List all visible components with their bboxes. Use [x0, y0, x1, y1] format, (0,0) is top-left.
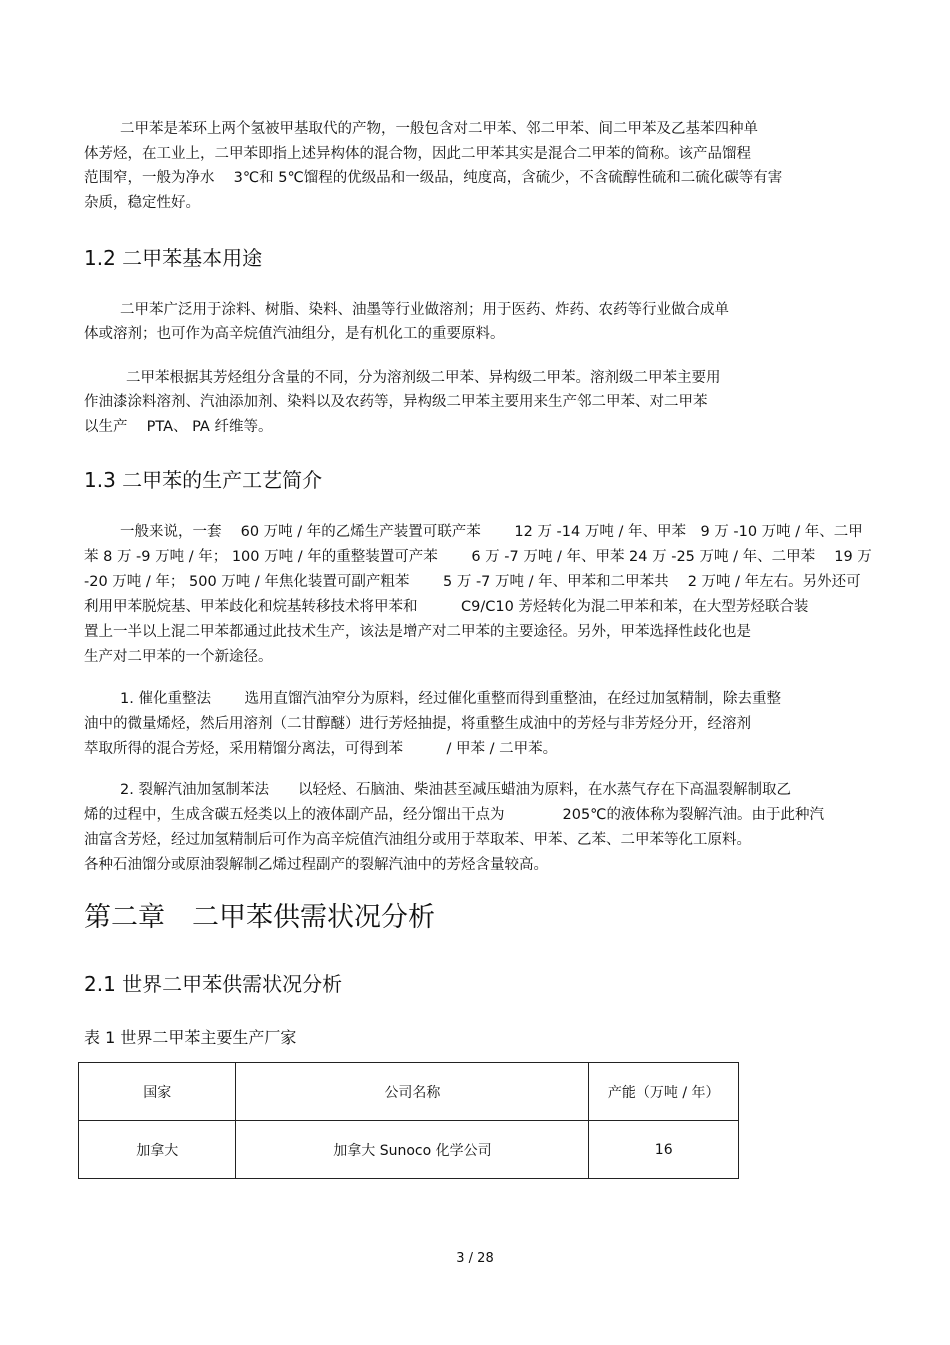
paragraph-catalytic-reforming-line-1: 1. 催化重整法 选用直馏汽油窄分为原料，经过催化重整而得到重整油，在经过加氢精制，除去重整 [120, 691, 782, 707]
producers-table [78, 1062, 739, 1179]
paragraph-production-line-6: 生产对二甲苯的一个新途径。 [84, 649, 273, 665]
paragraph-uses-line-1: 二甲苯广泛用于涂料、树脂、染料、油墨等行业做溶剂；用于医药、炸药、农药等行业做合成单 [120, 302, 729, 318]
paragraph-production-line-5: 置上一半以上混二甲苯都通过此技术生产，该法是增产对二甲苯的主要途径。另外，甲苯选择性歧化也是 [84, 624, 751, 640]
chapter-heading-2: 第二章 二甲苯供需状况分析 [84, 902, 435, 933]
paragraph-production-line-4: 利用甲苯脱烷基、甲苯歧化和烷基转移技术将甲苯和 C9/C10 芳烃转化为混二甲苯和苯，在大型芳烃联合装 [84, 599, 809, 615]
paragraph-pyrolysis-gasoline-line-3: 油富含芳烃，经过加氢精制后可作为高辛烷值汽油组分或用于萃取苯、甲苯、乙苯、二甲苯等化工原料。 [84, 832, 751, 848]
paragraph-grades-line-3: 以生产 PTA、 PA 纤维等。 [84, 419, 273, 435]
page-number: 3 / 28 [456, 1251, 494, 1266]
table-header-capacity: 产能（万吨 / 年） [589, 1063, 739, 1121]
paragraph-pyrolysis-gasoline-line-2: 烯的过程中，生成含碳五烃类以上的液体副产品，经分馏出干点为 205℃的液体称为裂解汽油。由于此种汽 [84, 807, 824, 823]
section-heading-1-2: 1.2 二甲苯基本用途 [84, 246, 263, 270]
section-heading-2-1: 2.1 世界二甲苯供需状况分析 [84, 972, 343, 996]
paragraph-pyrolysis-gasoline-line-4: 各种石油馏分或原油裂解制乙烯过程副产的裂解汽油中的芳烃含量较高。 [84, 857, 548, 873]
table-header-country: 国家 [79, 1063, 236, 1121]
table-cell-company: 加拿大 Sunoco 化学公司 [236, 1121, 589, 1179]
paragraph-catalytic-reforming-line-2: 油中的微量烯烃，然后用溶剂（二甘醇醚）进行芳烃抽提，将重整生成油中的芳烃与非芳烃分开，经溶剂 [84, 716, 751, 732]
paragraph-production-line-2: 苯 8 万 -9 万吨 / 年； 100 万吨 / 年的重整装置可产苯 6 万 -7 万吨 / 年、甲苯 24 万 -25 万吨 / 年、二甲苯 19 万 [84, 549, 872, 565]
paragraph-xylene-definition-line-4: 杂质，稳定性好。 [84, 195, 200, 211]
paragraph-xylene-definition-line-1: 二甲苯是苯环上两个氢被甲基取代的产物，一般包含对二甲苯、邻二甲苯、间二甲苯及乙基苯四种单 [120, 121, 758, 137]
paragraph-grades-line-2: 作油漆涂料溶剂、汽油添加剂、染料以及农药等，异构级二甲苯主要用来生产邻二甲苯、对二甲苯 [84, 394, 708, 410]
paragraph-pyrolysis-gasoline-line-1: 2. 裂解汽油加氢制苯法 以轻烃、石脑油、柴油甚至减压蜡油为原料，在水蒸气存在下高温裂解制取乙 [120, 782, 791, 798]
paragraph-catalytic-reforming-line-3: 萃取所得的混合芳烃，采用精馏分离法，可得到苯 / 甲苯 / 二甲苯。 [84, 741, 558, 757]
table-header-row [79, 1063, 739, 1121]
paragraph-xylene-definition-line-2: 体芳烃，在工业上，二甲苯即指上述异构体的混合物，因此二甲苯其实是混合二甲苯的简称。该产品馏程 [84, 146, 751, 162]
paragraph-uses-line-2: 体或溶剂；也可作为高辛烷值汽油组分，是有机化工的重要原料。 [84, 326, 505, 342]
section-heading-1-3: 1.3 二甲苯的生产工艺简介 [84, 468, 323, 492]
table-cell-capacity: 16 [589, 1121, 739, 1179]
table-caption: 表 1 世界二甲苯主要生产厂家 [84, 1028, 297, 1047]
paragraph-production-line-1: 一般来说，一套 60 万吨 / 年的乙烯生产装置可联产苯 12 万 -14 万吨 / 年、甲苯 9 万 -10 万吨 / 年、二甲 [120, 524, 863, 540]
table-cell-country: 加拿大 [79, 1121, 236, 1179]
table-row [79, 1121, 739, 1179]
paragraph-production-line-3: -20 万吨 / 年； 500 万吨 / 年焦化装置可副产粗苯 5 万 -7 万吨 / 年、甲苯和二甲苯共 2 万吨 / 年左右。另外还可 [84, 574, 861, 590]
table-header-company: 公司名称 [236, 1063, 589, 1121]
paragraph-xylene-definition-line-3: 范围窄，一般为净水 3℃和 5℃馏程的优级品和一级品，纯度高，含硫少，不含硫醇性硫和二硫化碳等有害 [84, 170, 783, 186]
paragraph-grades-line-1: 二甲苯根据其芳烃组分含量的不同，分为溶剂级二甲苯、异构级二甲苯。溶剂级二甲苯主要用 [126, 370, 721, 386]
